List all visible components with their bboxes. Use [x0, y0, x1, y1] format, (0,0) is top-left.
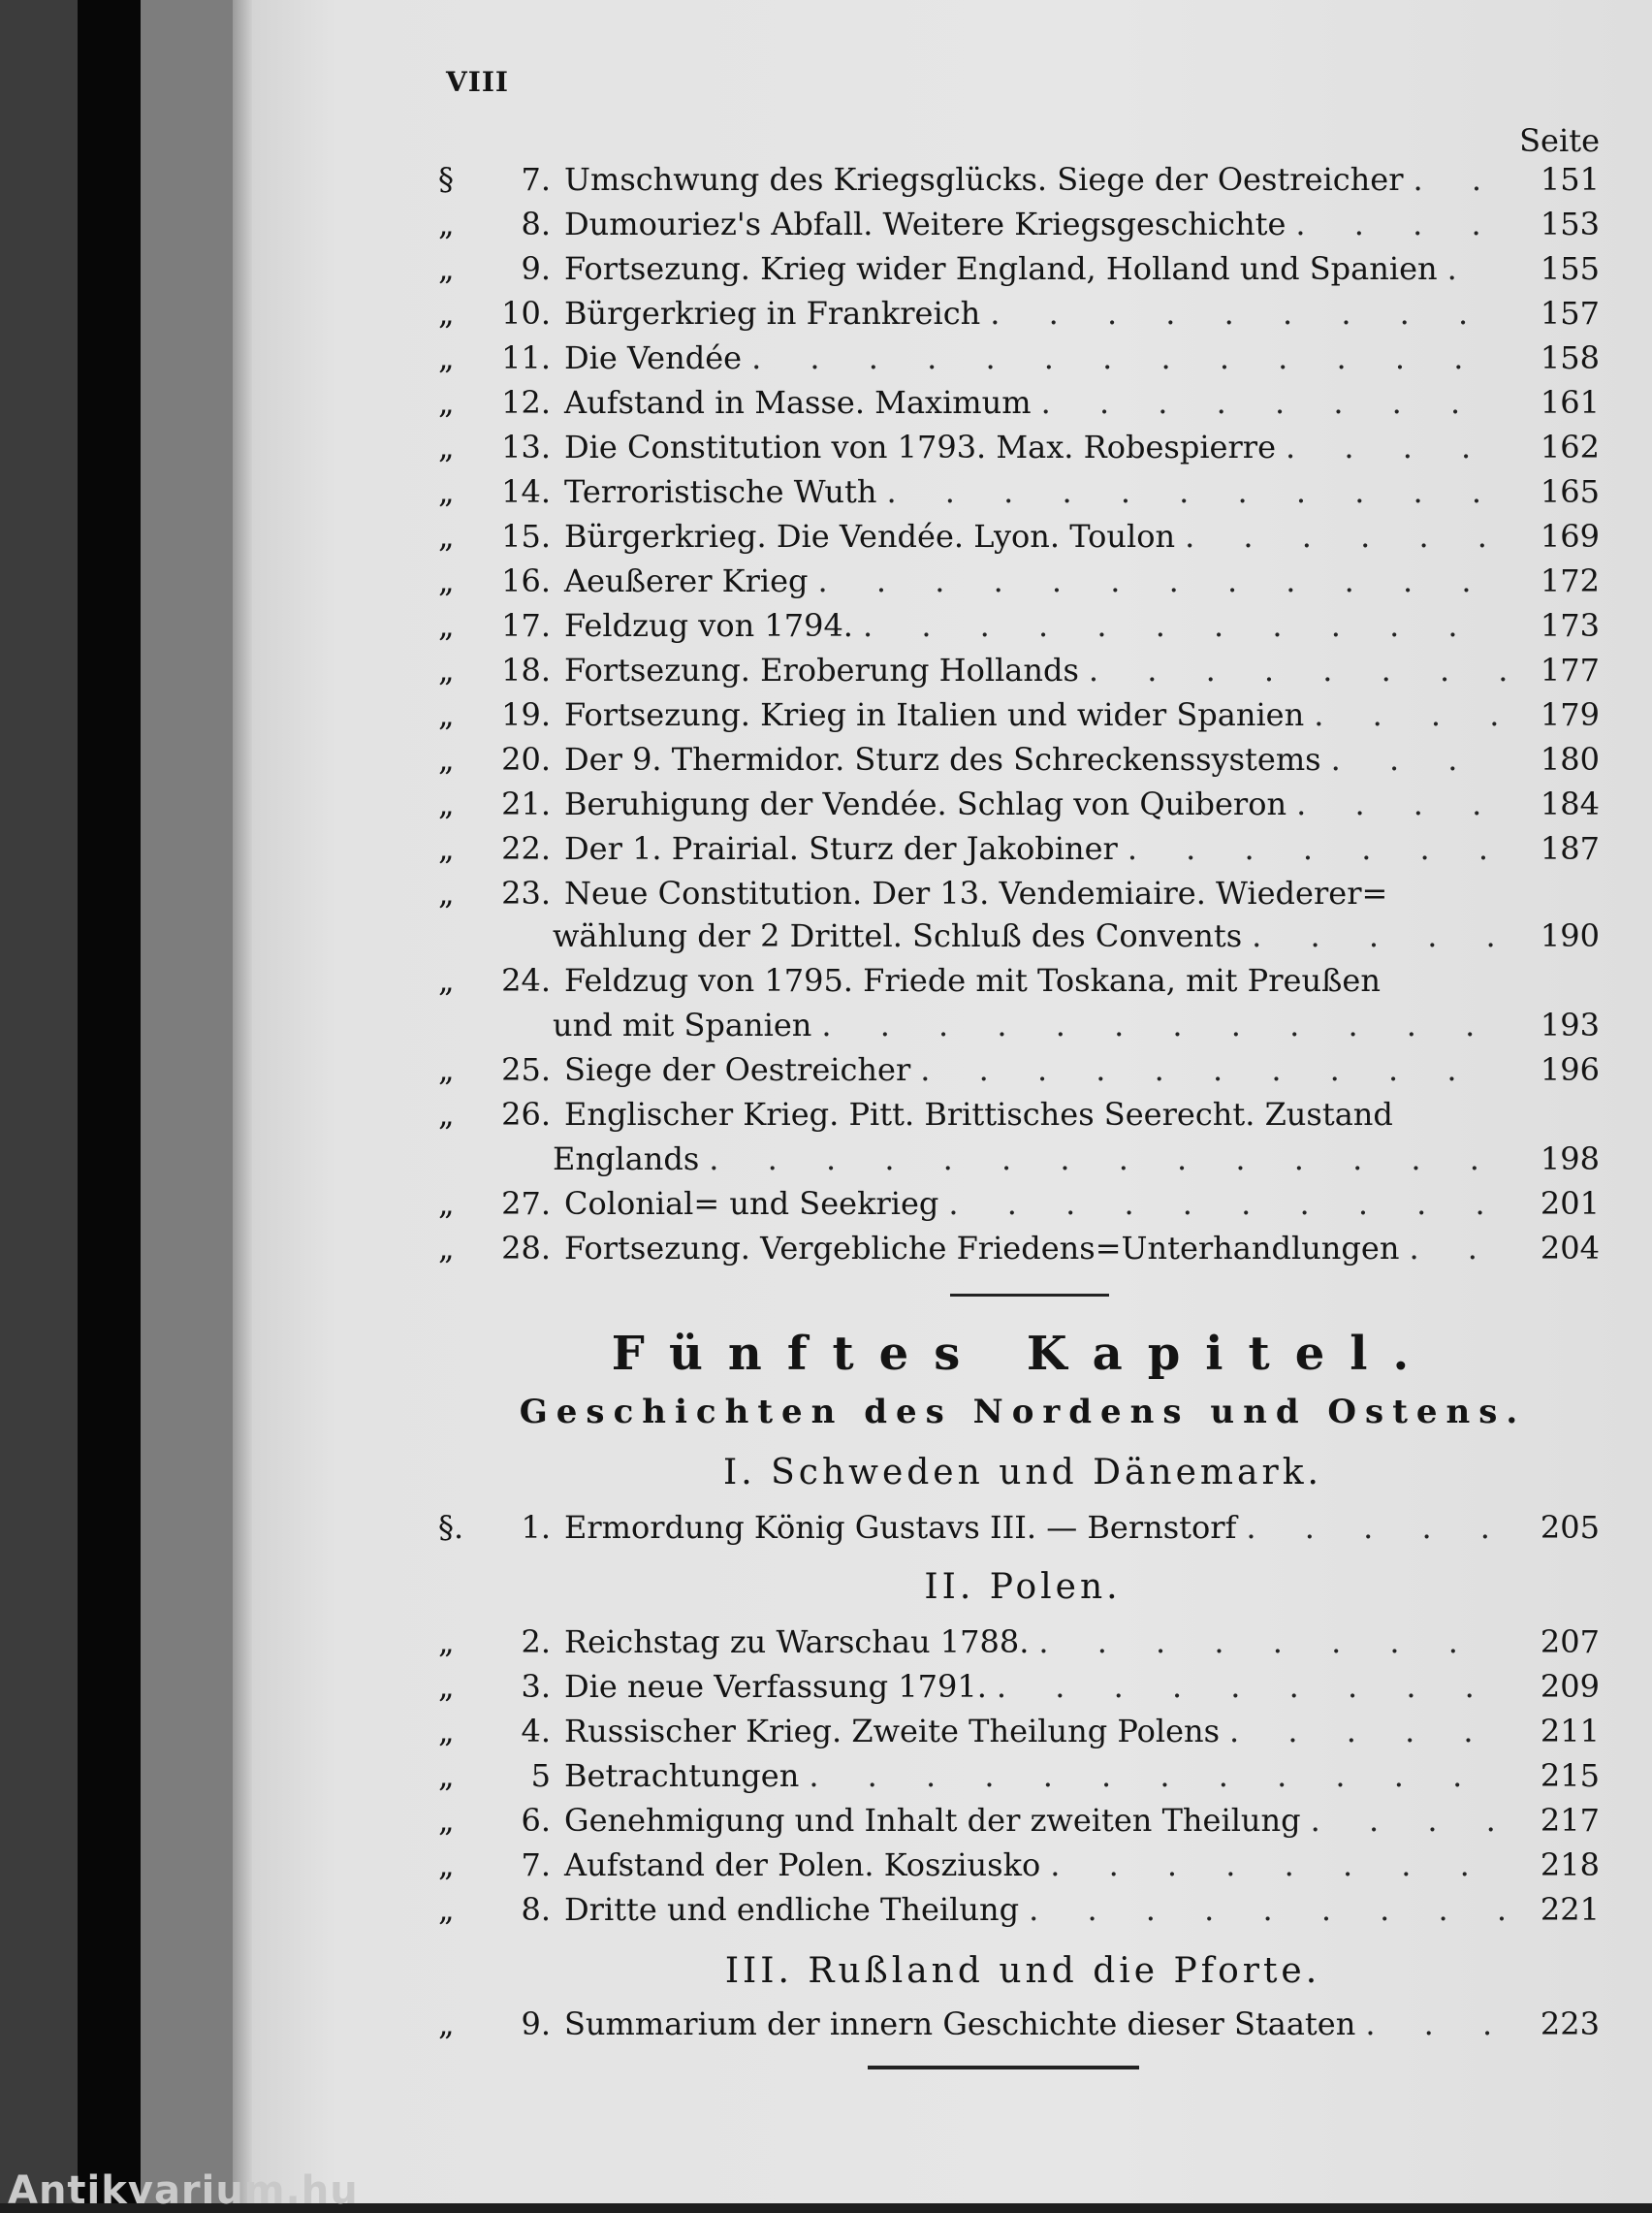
- toc-entry: [438, 206, 1600, 250]
- entry-title: Beruhigung der Vendée. Schlag von Quiberon: [564, 786, 1287, 822]
- entry-title: Die Constitution von 1793. Max. Robespierre: [564, 429, 1277, 465]
- dot-leader: [1029, 1891, 1507, 1928]
- dot-leader: [709, 1140, 1507, 1177]
- dot-leader: [1331, 741, 1507, 778]
- toc-entry: [438, 1096, 1600, 1140]
- entry-page: 223: [1540, 2005, 1600, 2042]
- toc-entry-continuation: [553, 1007, 1600, 1051]
- entry-number: 5: [530, 1757, 551, 1794]
- entry-title: Neue Constitution. Der 13. Vendemiaire. Wiederer=: [564, 875, 1388, 912]
- entry-mark: „: [438, 473, 455, 510]
- dot-leader: [1041, 384, 1507, 421]
- chapter-heading: Fünftes Kapitel.: [611, 1327, 1435, 1381]
- entry-title: Summarium der innern Geschichte dieser Staaten: [564, 2005, 1356, 2042]
- entry-number: 4.: [521, 1713, 551, 1749]
- end-rule: [868, 2066, 1139, 2069]
- entry-number: 9.: [521, 250, 551, 287]
- entry-page: 169: [1540, 518, 1600, 555]
- toc-entry: [438, 1668, 1600, 1713]
- entry-title: Feldzug von 1794.: [564, 607, 853, 644]
- entry-page: 196: [1540, 1051, 1600, 1088]
- toc-entry: [438, 250, 1600, 295]
- dot-leader: [1246, 1509, 1507, 1546]
- toc-entry: [438, 607, 1600, 652]
- entry-mark: „: [438, 1668, 455, 1705]
- entry-number: 2.: [521, 1623, 551, 1660]
- entry-mark: „: [438, 607, 455, 644]
- entry-number: 8.: [521, 206, 551, 242]
- entry-page: 180: [1540, 741, 1600, 778]
- toc-entry: [438, 696, 1600, 741]
- entry-number: 15.: [501, 518, 551, 555]
- entry-number: 25.: [501, 1051, 551, 1088]
- toc-entry: [438, 786, 1600, 830]
- entry-number: 18.: [501, 652, 551, 689]
- entry-mark: §.: [438, 1509, 464, 1546]
- entry-mark: „: [438, 518, 455, 555]
- entry-title: Englischer Krieg. Pitt. Brittisches Seerecht. Zustand: [564, 1096, 1393, 1133]
- entry-number: 3.: [521, 1668, 551, 1705]
- entry-title: Die Vendée: [564, 339, 743, 376]
- entry-title: Der 9. Thermidor. Sturz des Schreckenssystems: [564, 741, 1321, 778]
- entry-mark: „: [438, 562, 455, 599]
- dot-leader: [997, 1668, 1507, 1705]
- entry-page: 157: [1540, 295, 1600, 332]
- entry-mark: „: [438, 339, 455, 376]
- entry-mark: „: [438, 206, 455, 242]
- entry-page: 204: [1540, 1230, 1600, 1267]
- dot-leader: [863, 607, 1507, 644]
- chapter-subtitle: Geschichten des Nordens und Ostens.: [519, 1393, 1527, 1431]
- entry-page: 193: [1540, 1007, 1600, 1043]
- dot-leader: [1295, 206, 1507, 242]
- watermark: Antikvarium.hu: [8, 2168, 359, 2213]
- scan-edge-fold: [233, 0, 252, 2203]
- entry-mark: „: [438, 652, 455, 689]
- entry-title: Dritte und endliche Theilung: [564, 1891, 1020, 1928]
- scan-edge-grey: [141, 0, 233, 2203]
- entry-number: 10.: [501, 295, 551, 332]
- entry-number: 7.: [521, 1846, 551, 1883]
- dot-leader: [751, 339, 1507, 376]
- toc-entry-continuation: [553, 1140, 1600, 1185]
- entry-number: 20.: [501, 741, 551, 778]
- entry-number: 27.: [501, 1185, 551, 1222]
- toc-entry: [438, 161, 1600, 206]
- entry-mark: „: [438, 1757, 455, 1794]
- dot-leader: [920, 1051, 1507, 1088]
- toc-entry: [438, 429, 1600, 473]
- dot-leader: [1050, 1846, 1507, 1883]
- entry-number: 26.: [501, 1096, 551, 1133]
- entry-number: 6.: [521, 1802, 551, 1839]
- toc-entry: [438, 339, 1600, 384]
- section-heading: I. Schweden und Dänemark.: [723, 1453, 1322, 1492]
- entry-title: Der 1. Prairial. Sturz der Jakobiner: [564, 830, 1118, 867]
- toc-entry: [438, 1802, 1600, 1846]
- entry-page: 177: [1540, 652, 1600, 689]
- toc-entry: [438, 1230, 1600, 1274]
- entry-number: 28.: [501, 1230, 551, 1267]
- entry-page: 151: [1540, 161, 1600, 198]
- dot-leader: [818, 562, 1507, 599]
- dot-leader: [1286, 429, 1507, 465]
- entry-page: 207: [1540, 1623, 1600, 1660]
- book-page: [252, 0, 1652, 2203]
- entry-mark: „: [438, 830, 455, 867]
- toc-entry: [438, 295, 1600, 339]
- entry-title: Umschwung des Kriegsglücks. Siege der Oestreicher: [564, 161, 1404, 198]
- entry-title: Fortsezung. Krieg wider England, Holland und Spanien: [564, 250, 1438, 287]
- entry-mark: „: [438, 1096, 455, 1133]
- entry-title: wählung der 2 Drittel. Schluß des Convents: [553, 917, 1243, 954]
- entry-page: 198: [1540, 1140, 1600, 1177]
- entry-title: Bürgerkrieg in Frankreich: [564, 295, 981, 332]
- entry-mark: „: [438, 295, 455, 332]
- entry-mark: „: [438, 1846, 455, 1883]
- entry-number: 21.: [501, 786, 551, 822]
- entry-title: Fortsezung. Eroberung Hollands: [564, 652, 1079, 689]
- entry-number: 17.: [501, 607, 551, 644]
- entry-title: Die neue Verfassung 1791.: [564, 1668, 987, 1705]
- scan-edge-dark: [0, 0, 78, 2203]
- entry-page: 155: [1540, 250, 1600, 287]
- entry-title: Ermordung König Gustavs III. — Bernstorf: [564, 1509, 1237, 1546]
- section-rule: [950, 1294, 1109, 1297]
- toc-entry: [438, 473, 1600, 518]
- toc-entry: [438, 1623, 1600, 1668]
- dot-leader: [1128, 830, 1507, 867]
- entry-title: Aufstand in Masse. Maximum: [564, 384, 1032, 421]
- entry-number: 13.: [501, 429, 551, 465]
- entry-mark: „: [438, 1230, 455, 1267]
- toc-entry: [438, 2005, 1600, 2050]
- entry-title: Terroristische Wuth: [564, 473, 877, 510]
- entry-page: 165: [1540, 473, 1600, 510]
- entry-title: Feldzug von 1795. Friede mit Toskana, mit Preußen: [564, 962, 1381, 999]
- entry-title: Genehmigung und Inhalt der zweiten Theilung: [564, 1802, 1301, 1839]
- entry-number: 12.: [501, 384, 551, 421]
- toc-entry: [438, 875, 1600, 919]
- entry-mark: „: [438, 786, 455, 822]
- entry-page: 153: [1540, 206, 1600, 242]
- entry-page: 162: [1540, 429, 1600, 465]
- entry-mark: „: [438, 962, 455, 999]
- entry-title: Colonial= und Seekrieg: [564, 1185, 939, 1222]
- entry-mark: „: [438, 2005, 455, 2042]
- toc-entry: [438, 562, 1600, 607]
- dot-leader: [1229, 1713, 1507, 1749]
- dot-leader: [1314, 696, 1507, 733]
- dot-leader: [1185, 518, 1507, 555]
- entry-number: 9.: [521, 2005, 551, 2042]
- toc-entry: [438, 1509, 1600, 1554]
- toc-entry: [438, 962, 1600, 1007]
- dot-leader: [1447, 250, 1507, 287]
- entry-page: 179: [1540, 696, 1600, 733]
- entry-page: 201: [1540, 1185, 1600, 1222]
- entry-page: 158: [1540, 339, 1600, 376]
- entry-page: 221: [1540, 1891, 1600, 1928]
- entry-page: 215: [1540, 1757, 1600, 1794]
- entry-title: Aufstand der Polen. Kosziusko: [564, 1846, 1041, 1883]
- entry-title: Englands: [553, 1140, 700, 1177]
- dot-leader: [821, 1007, 1507, 1043]
- toc-entry: [438, 830, 1600, 875]
- toc-entry: [438, 1051, 1600, 1096]
- entry-page: 211: [1540, 1713, 1600, 1749]
- entry-number: 8.: [521, 1891, 551, 1928]
- entry-page: 218: [1540, 1846, 1600, 1883]
- dot-leader: [1414, 161, 1508, 198]
- entry-number: 23.: [501, 875, 551, 912]
- dot-leader: [1252, 917, 1507, 954]
- entry-mark: „: [438, 696, 455, 733]
- dot-leader: [1089, 652, 1507, 689]
- section-heading: III. Rußland und die Pforte.: [724, 1951, 1321, 1991]
- entry-page: 184: [1540, 786, 1600, 822]
- entry-title: Bürgerkrieg. Die Vendée. Lyon. Toulon: [564, 518, 1176, 555]
- entry-page: 161: [1540, 384, 1600, 421]
- dot-leader: [1365, 2005, 1507, 2042]
- toc-entry-continuation: [553, 917, 1600, 962]
- entry-title: Russischer Krieg. Zweite Theilung Polens: [564, 1713, 1221, 1749]
- toc-entry: [438, 518, 1600, 562]
- entry-mark: „: [438, 1623, 455, 1660]
- entry-title: Dumouriez's Abfall. Weitere Kriegsgeschichte: [564, 206, 1287, 242]
- entry-title: Fortsezung. Krieg in Italien und wider Spanien: [564, 696, 1305, 733]
- entry-mark: §: [438, 161, 454, 198]
- entry-mark: „: [438, 429, 455, 465]
- dot-leader: [948, 1185, 1507, 1222]
- entry-title: Aeußerer Krieg: [564, 562, 809, 599]
- entry-mark: „: [438, 1713, 455, 1749]
- entry-mark: „: [438, 1802, 455, 1839]
- entry-mark: „: [438, 1051, 455, 1088]
- entry-number: 14.: [501, 473, 551, 510]
- entry-mark: „: [438, 250, 455, 287]
- entry-mark: „: [438, 741, 455, 778]
- entry-mark: „: [438, 384, 455, 421]
- entry-mark: „: [438, 1185, 455, 1222]
- entry-page: 172: [1540, 562, 1600, 599]
- entry-mark: „: [438, 1891, 455, 1928]
- toc-entry: [438, 384, 1600, 429]
- entry-title: Reichstag zu Warschau 1788.: [564, 1623, 1030, 1660]
- toc-entry: [438, 741, 1600, 786]
- dot-leader: [1311, 1802, 1507, 1839]
- entry-page: 209: [1540, 1668, 1600, 1705]
- entry-title: Betrachtungen: [564, 1757, 800, 1794]
- toc-entry: [438, 1757, 1600, 1802]
- scan-edge-black: [78, 0, 141, 2203]
- toc-entry: [438, 1891, 1600, 1936]
- page-number: VIII: [446, 66, 510, 98]
- entry-title: Fortsezung. Vergebliche Friedens=Unterhandlungen: [564, 1230, 1400, 1267]
- section-heading: II. Polen.: [924, 1567, 1122, 1607]
- entry-title: Siege der Oestreicher: [564, 1051, 911, 1088]
- dot-leader: [1296, 786, 1507, 822]
- entry-page: 187: [1540, 830, 1600, 867]
- entry-number: 1.: [521, 1509, 551, 1546]
- entry-number: 11.: [501, 339, 551, 376]
- entry-page: 205: [1540, 1509, 1600, 1546]
- entry-page: 217: [1540, 1802, 1600, 1839]
- dot-leader: [1038, 1623, 1507, 1660]
- entry-number: 24.: [501, 962, 551, 999]
- dot-leader: [809, 1757, 1507, 1794]
- page-column-header: Seite: [1519, 122, 1600, 159]
- toc-entry: [438, 1713, 1600, 1757]
- dot-leader: [1409, 1230, 1507, 1267]
- entry-page: 190: [1540, 917, 1600, 954]
- entry-title: und mit Spanien: [553, 1007, 812, 1043]
- entry-number: 16.: [501, 562, 551, 599]
- toc-entry: [438, 652, 1600, 696]
- dot-leader: [886, 473, 1507, 510]
- toc-entry: [438, 1185, 1600, 1230]
- entry-page: 173: [1540, 607, 1600, 644]
- entry-mark: „: [438, 875, 455, 912]
- entry-number: 7.: [521, 161, 551, 198]
- entry-number: 19.: [501, 696, 551, 733]
- toc-entry: [438, 1846, 1600, 1891]
- dot-leader: [990, 295, 1507, 332]
- entry-number: 22.: [501, 830, 551, 867]
